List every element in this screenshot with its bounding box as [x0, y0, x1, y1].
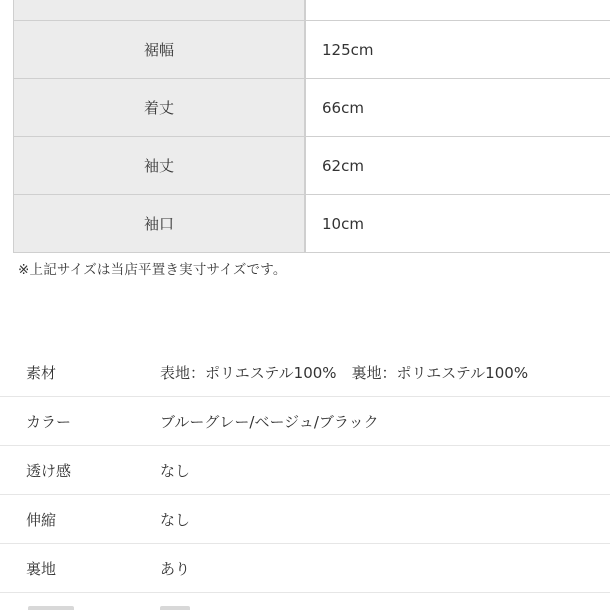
size-value-cuff: 10cm	[306, 195, 610, 252]
spec-key: 裏地	[26, 559, 57, 578]
size-table	[13, 0, 610, 253]
size-row	[13, 195, 610, 253]
spec-value: ブルーグレー/ベージュ/ブラック	[160, 412, 379, 431]
size-row	[13, 137, 610, 195]
spec-row-sheerness	[0, 446, 610, 495]
size-note: ※上記サイズは当店平置き実寸サイズです。	[18, 262, 287, 278]
size-label-length: 着丈	[13, 79, 306, 136]
cutoff-text	[160, 606, 190, 610]
spec-row-lining	[0, 544, 610, 593]
spec-row-material	[0, 348, 610, 397]
size-value-length: 66cm	[306, 79, 610, 136]
size-value	[306, 0, 610, 20]
size-row	[13, 21, 610, 79]
size-row	[13, 0, 610, 21]
spec-key: 透け感	[26, 461, 72, 480]
spec-value: なし	[160, 510, 191, 529]
spec-list	[0, 348, 610, 593]
size-value-hem-width: 125cm	[306, 21, 610, 78]
cutoff-text	[28, 606, 74, 610]
spec-row-stretch	[0, 495, 610, 544]
spec-key: カラー	[26, 412, 72, 431]
spec-value: 表地：ポリエステル100% 裏地：ポリエステル100%	[160, 363, 529, 382]
size-label	[13, 0, 306, 20]
size-label-hem-width: 裾幅	[13, 21, 306, 78]
spec-key: 素材	[26, 363, 57, 382]
spec-row-cutoff	[0, 594, 610, 610]
spec-key: 伸縮	[26, 510, 57, 529]
size-value-sleeve-length: 62cm	[306, 137, 610, 194]
spec-value: なし	[160, 461, 191, 480]
spec-value: あり	[160, 559, 191, 578]
size-label-cuff: 袖口	[13, 195, 306, 252]
size-row	[13, 79, 610, 137]
spec-row-color	[0, 397, 610, 446]
size-label-sleeve-length: 袖丈	[13, 137, 306, 194]
